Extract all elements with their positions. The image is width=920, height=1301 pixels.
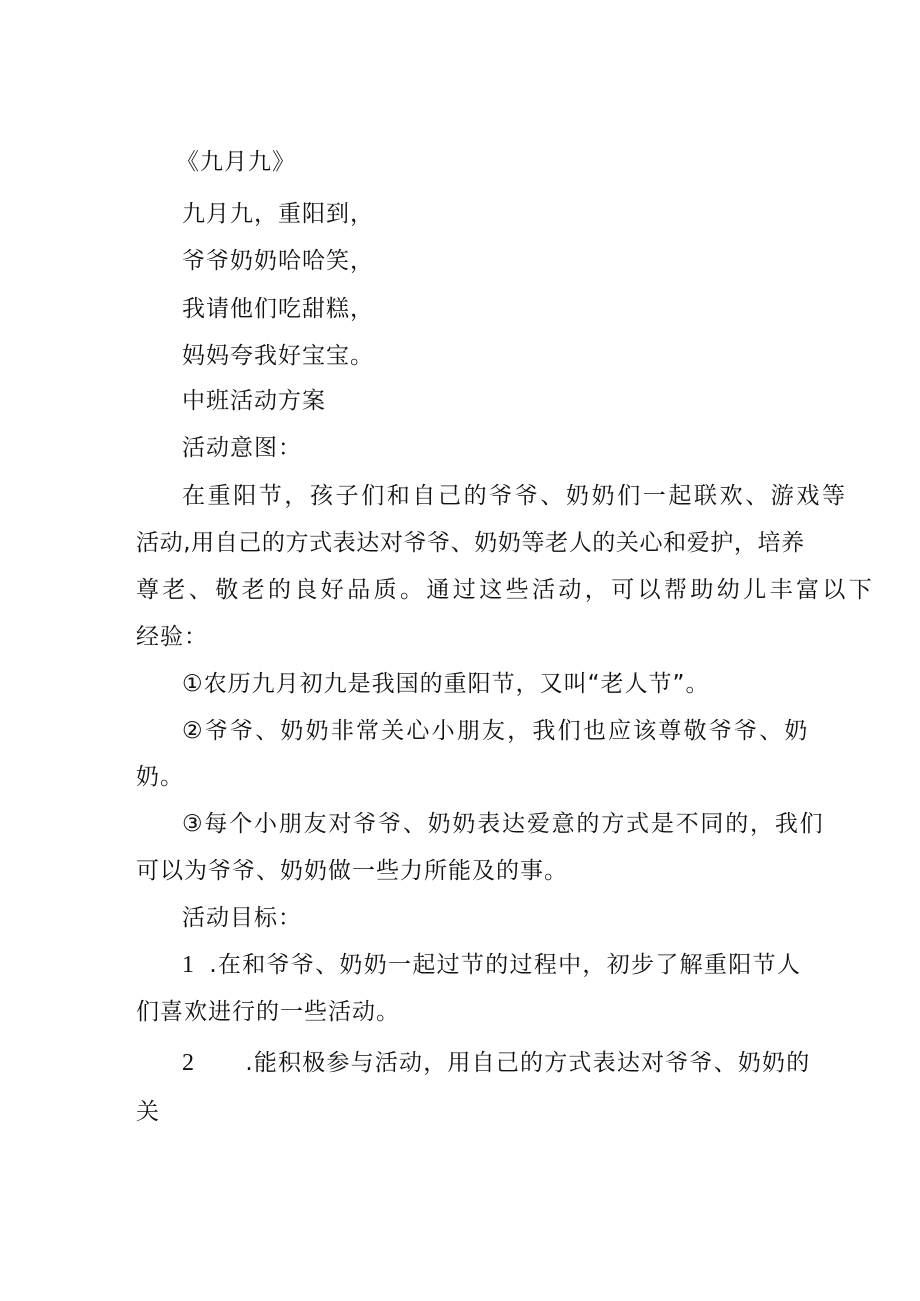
point-line: ①农历九月初九是我国的重阳节，又叫“老人节”。 <box>182 671 710 697</box>
goal-line: 们喜欢进行的一些活动。 <box>136 999 400 1025</box>
goal-text: .能积极参与活动，用自己的方式表达对爷爷、奶奶的 <box>245 1050 811 1076</box>
poem-line: 我请他们吃甜糕， <box>182 296 374 322</box>
goal-line <box>182 950 801 980</box>
goals-heading: 活动目标： <box>182 905 302 931</box>
plan-title: 中班活动方案 <box>182 388 326 414</box>
goal-number: 1 <box>182 952 195 978</box>
point-line: 奶。 <box>136 764 184 790</box>
poem-line: 妈妈夸我好宝宝。 <box>182 343 374 369</box>
paragraph-line: 尊老、敬老的良好品质。通过这些活动，可以帮助幼儿丰富以下 <box>136 577 876 603</box>
goal-text: .在和爷爷、奶奶一起过节的过程中，初步了解重阳节人 <box>209 952 802 978</box>
intent-heading: 活动意图： <box>182 435 302 461</box>
point-line: 可以为爷爷、奶奶做一些力所能及的事。 <box>136 858 568 884</box>
point-line: ③每个小朋友对爷爷、奶奶表达爱意的方式是不同的，我们 <box>182 811 825 837</box>
poem-line: 九月九，重阳到， <box>182 201 374 227</box>
poem-title: 《九月九》 <box>176 149 296 175</box>
paragraph-line: 经验： <box>136 624 208 650</box>
paragraph-line: 活动,用自己的方式表达对爷爷、奶奶等老人的关心和爱护，培养 <box>136 530 805 556</box>
goal-line: 关 <box>136 1099 160 1125</box>
goal-number: 2 <box>182 1050 195 1076</box>
poem-line: 爷爷奶奶哈哈笑， <box>182 248 374 274</box>
point-line: ②爷爷、奶奶非常关心小朋友，我们也应该尊敬爷爷、奶 <box>182 718 810 744</box>
goal-line <box>182 1048 810 1078</box>
paragraph-line: 在重阳节，孩子们和自己的爷爷、奶奶们一起联欢、游戏等 <box>182 483 848 509</box>
